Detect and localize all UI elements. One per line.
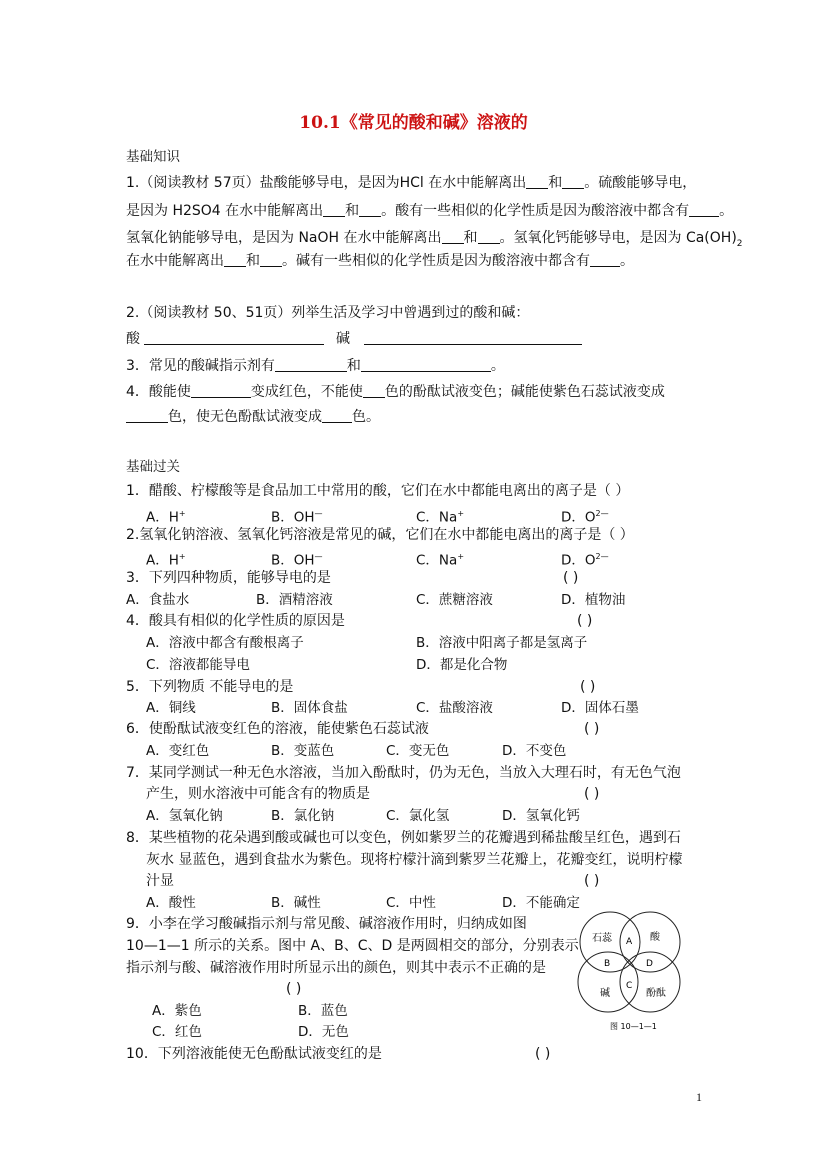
s2-q4-option-d[interactable]: D．都是化合物 xyxy=(416,657,508,673)
s2-q3-option-d[interactable]: D．植物油 xyxy=(561,592,626,608)
superscript: + xyxy=(178,509,186,518)
answer-blank[interactable] xyxy=(689,202,719,217)
s2-q9-line3: 指示剂与酸、碱溶液作用时所显示出的颜色，则其中表示不正确的是 xyxy=(126,960,546,976)
s2-q8-option-b[interactable]: B．碱性 xyxy=(271,895,321,911)
answer-blank[interactable] xyxy=(359,202,381,217)
s2-q10-stem: 10．下列溶液能使无色酚酞试液变红的是 xyxy=(126,1046,382,1062)
base-label: 碱 xyxy=(336,331,350,347)
s2-q8-answer-paren[interactable]: ( ) xyxy=(584,873,600,889)
option-text: B．OH xyxy=(271,509,315,526)
acid-label: 酸 xyxy=(126,331,140,347)
s2-q5-option-b[interactable]: B．固体食盐 xyxy=(271,700,348,716)
section-heading-basic-check: 基础过关 xyxy=(126,459,180,475)
s2-q8-line3: 汁显 xyxy=(146,873,174,889)
text: 。硫酸能够导电， xyxy=(584,175,697,191)
s2-q7-answer-paren[interactable]: ( ) xyxy=(584,786,600,802)
s2-q9-answer-paren[interactable]: ( ) xyxy=(286,981,302,997)
page-title: 10.1《常见的酸和碱》溶液的 xyxy=(299,113,528,133)
s2-q2-stem: 2.氢氧化钠溶液、氢氧化钙溶液是常见的碱，它们在水中都能电离出的离子是（ ） xyxy=(126,527,634,543)
text: 。 xyxy=(620,253,634,269)
s2-q7-option-d[interactable]: D．氢氧化钙 xyxy=(502,808,580,824)
answer-blank[interactable] xyxy=(260,252,282,267)
text: 色的酚酞试液变色；碱能使紫色石蕊试液变成 xyxy=(384,384,665,400)
s2-q1-stem: 1．醋酸、柠檬酸等是食品加工中常用的酸，它们在水中都能电离出的离子是（ ） xyxy=(126,483,630,499)
text: 和 xyxy=(345,203,360,219)
s2-q1-option-b[interactable] xyxy=(271,505,323,527)
s2-q1-option-d[interactable] xyxy=(561,505,609,527)
option-text: B．OH xyxy=(271,552,315,569)
s2-q5-option-d[interactable]: D．固体石墨 xyxy=(561,700,639,716)
s2-q8-line1: 8．某些植物的花朵遇到酸或碱也可以变色，例如紫罗兰的花瓣遇到稀盐酸呈红色，遇到石 xyxy=(126,830,681,846)
answer-blank[interactable] xyxy=(275,357,347,372)
text: 。氢氧化钙能够导电，是因为 Ca(OH) xyxy=(499,230,737,246)
option-text: A．H xyxy=(146,509,179,526)
text: 色，使无色酚酞试液变成 xyxy=(168,409,322,425)
answer-blank[interactable] xyxy=(361,357,491,372)
s2-q2-option-c[interactable] xyxy=(416,548,464,570)
s2-q9-option-b[interactable]: B．蓝色 xyxy=(298,1003,348,1019)
s2-q5-stem: 5．下列物质 不能导电的是 xyxy=(126,679,294,695)
s1-q3 xyxy=(126,357,505,375)
s2-q9-option-d[interactable]: D．无色 xyxy=(298,1024,349,1040)
s1-q1-line2 xyxy=(126,202,733,220)
s2-q2-option-d[interactable] xyxy=(561,548,609,570)
superscript: + xyxy=(178,552,186,561)
s2-q4-option-a[interactable]: A．溶液中都含有酸根离子 xyxy=(146,635,304,651)
s2-q10-answer-paren[interactable]: ( ) xyxy=(535,1046,551,1062)
answer-blank[interactable] xyxy=(224,252,246,267)
superscript: 2— xyxy=(595,552,609,561)
s1-q4-line1 xyxy=(126,383,665,401)
region-c-label: C xyxy=(626,981,633,991)
page-number: 1 xyxy=(696,1090,702,1104)
s2-q5-answer-paren[interactable]: ( ) xyxy=(580,679,596,695)
answer-blank[interactable] xyxy=(126,408,168,423)
figure-caption: 图 10—1—1 xyxy=(610,1022,657,1031)
superscript: — xyxy=(314,552,323,561)
s2-q1-option-c[interactable] xyxy=(416,505,464,527)
s2-q7-option-a[interactable]: A．氢氧化钠 xyxy=(146,808,223,824)
s2-q1-option-a[interactable] xyxy=(146,505,186,527)
answer-blank[interactable] xyxy=(322,408,352,423)
acid-label: 酸 xyxy=(650,932,660,943)
s2-q9-line1: 9．小李在学习酸碱指示剂与常见酸、碱溶液作用时，归纳成如图 xyxy=(126,916,527,932)
s2-q6-answer-paren[interactable]: ( ) xyxy=(584,721,600,737)
s2-q9-line2: 10—1—1 所示的关系。图中 A、B、C、D 是两圆相交的部分，分别表示 xyxy=(126,938,579,954)
region-d-label: D xyxy=(646,959,653,969)
text: 变成红色，不能使 xyxy=(250,384,363,400)
text: 。碱有一些相似的化学性质是因为酸溶液中都含有 xyxy=(282,253,590,269)
s2-q4-answer-paren[interactable]: ( ) xyxy=(577,613,593,629)
s2-q8-line2: 灰水 显蓝色，遇到食盐水为紫色。现将柠檬汁滴到紫罗兰花瓣上，花瓣变红，说明柠檬 xyxy=(146,852,683,868)
s2-q8-option-c[interactable]: C．中性 xyxy=(386,895,436,911)
answer-blank[interactable] xyxy=(191,383,251,398)
text: 1.（阅读教材 57页）盐酸能够导电，是因为HCl 在水中能解离出 xyxy=(126,175,527,191)
s2-q6-option-d[interactable]: D．不变色 xyxy=(502,743,567,759)
region-a-label: A xyxy=(626,937,633,947)
s2-q2-option-a[interactable] xyxy=(146,548,186,570)
s2-q4-option-b[interactable]: B．溶液中阳离子都是氢离子 xyxy=(416,635,588,651)
s2-q7-line2: 产生，则水溶液中可能含有的物质是 xyxy=(146,786,370,802)
s2-q4-option-c[interactable]: C．溶液都能导电 xyxy=(146,657,250,673)
answer-blank[interactable] xyxy=(590,252,620,267)
base-label: 碱 xyxy=(600,988,610,999)
s1-q2-line2 xyxy=(126,330,582,348)
option-text: D．O xyxy=(561,509,596,526)
s1-q1-line3 xyxy=(126,229,743,253)
s2-q4-stem: 4．酸具有相似的化学性质的原因是 xyxy=(126,613,345,629)
s2-q7-option-c[interactable]: C．氯化氢 xyxy=(386,808,450,824)
s1-q2-line1: 2.（阅读教材 50、51页）列举生活及学习中曾遇到过的酸和碱： xyxy=(126,305,530,321)
text: 。酸有一些相似的化学性质是因为酸溶液中都含有 xyxy=(381,203,690,219)
text: 在水中能解离出 xyxy=(126,253,224,269)
phenolphthalein-label: 酚酞 xyxy=(646,988,666,999)
s2-q8-option-d[interactable]: D．不能确定 xyxy=(502,895,580,911)
option-text: A．H xyxy=(146,552,179,569)
s2-q5-option-a[interactable]: A．铜线 xyxy=(146,700,196,716)
text: 3．常见的酸碱指示剂有 xyxy=(126,358,275,374)
s2-q3-option-c[interactable]: C．蔗糖溶液 xyxy=(416,592,493,608)
subscript: 2 xyxy=(736,238,743,249)
text: 。 xyxy=(719,203,734,219)
superscript: + xyxy=(457,552,465,561)
text: 和 xyxy=(548,175,563,191)
s2-q9-option-c[interactable]: C．红色 xyxy=(152,1024,202,1040)
text: 4．酸能使 xyxy=(126,384,191,400)
option-text: D．O xyxy=(561,552,596,569)
text: 和 xyxy=(246,253,260,269)
answer-blank[interactable] xyxy=(478,229,500,244)
s2-q3-option-a[interactable]: A．食盐水 xyxy=(126,592,190,608)
s2-q6-option-a[interactable]: A．变红色 xyxy=(146,743,210,759)
answer-blank[interactable] xyxy=(323,202,345,217)
s2-q7-line1: 7．某同学测试一种无色水溶液，当加入酚酞时，仍为无色，当放入大理石时，有无色气泡 xyxy=(126,765,681,781)
s1-q4-line2 xyxy=(126,408,380,426)
superscript: 2— xyxy=(595,509,609,518)
s2-q6-option-c[interactable]: C．变无色 xyxy=(386,743,450,759)
s1-q1-line1 xyxy=(126,174,696,192)
superscript: + xyxy=(457,509,465,518)
s2-q6-stem: 6．使酚酞试液变红色的溶液，能使紫色石蕊试液 xyxy=(126,721,429,737)
s2-q3-stem: 3．下列四种物质，能够导电的是 xyxy=(126,570,331,586)
answer-blank[interactable] xyxy=(442,229,464,244)
s1-q1-line4 xyxy=(126,252,634,270)
region-b-label: B xyxy=(604,959,611,969)
answer-blank[interactable] xyxy=(562,174,584,189)
s2-q5-option-c[interactable]: C．盐酸溶液 xyxy=(416,700,493,716)
s2-q2-option-b[interactable] xyxy=(271,548,323,570)
s2-q7-option-b[interactable]: B．氯化钠 xyxy=(271,808,335,824)
text: 色。 xyxy=(352,409,380,425)
s2-q8-option-a[interactable]: A．酸性 xyxy=(146,895,196,911)
s2-q9-option-a[interactable]: A．紫色 xyxy=(152,1003,202,1019)
text: 是因为 H2SO4 在水中能解离出 xyxy=(126,203,324,219)
s2-q3-option-b[interactable]: B．酒精溶液 xyxy=(256,592,333,608)
answer-blank[interactable] xyxy=(526,174,548,189)
indicator-venn-diagram xyxy=(574,908,686,1034)
s2-q3-answer-paren[interactable]: ( ) xyxy=(563,570,579,586)
litmus-label: 石蕊 xyxy=(592,933,612,944)
answer-blank[interactable] xyxy=(363,383,385,398)
text: 氢氧化钠能够导电，是因为 NaOH 在水中能解离出 xyxy=(126,230,442,246)
superscript: — xyxy=(314,509,323,518)
section-heading-basic-knowledge: 基础知识 xyxy=(126,149,180,165)
text: 和 xyxy=(346,358,361,374)
text: 。 xyxy=(490,358,505,374)
option-text: C．Na xyxy=(416,552,458,569)
option-text: C．Na xyxy=(416,509,458,526)
acid-answer-blank[interactable] xyxy=(144,330,324,345)
base-answer-blank[interactable] xyxy=(364,330,582,345)
text: 和 xyxy=(463,230,478,246)
s2-q6-option-b[interactable]: B．变蓝色 xyxy=(271,743,335,759)
